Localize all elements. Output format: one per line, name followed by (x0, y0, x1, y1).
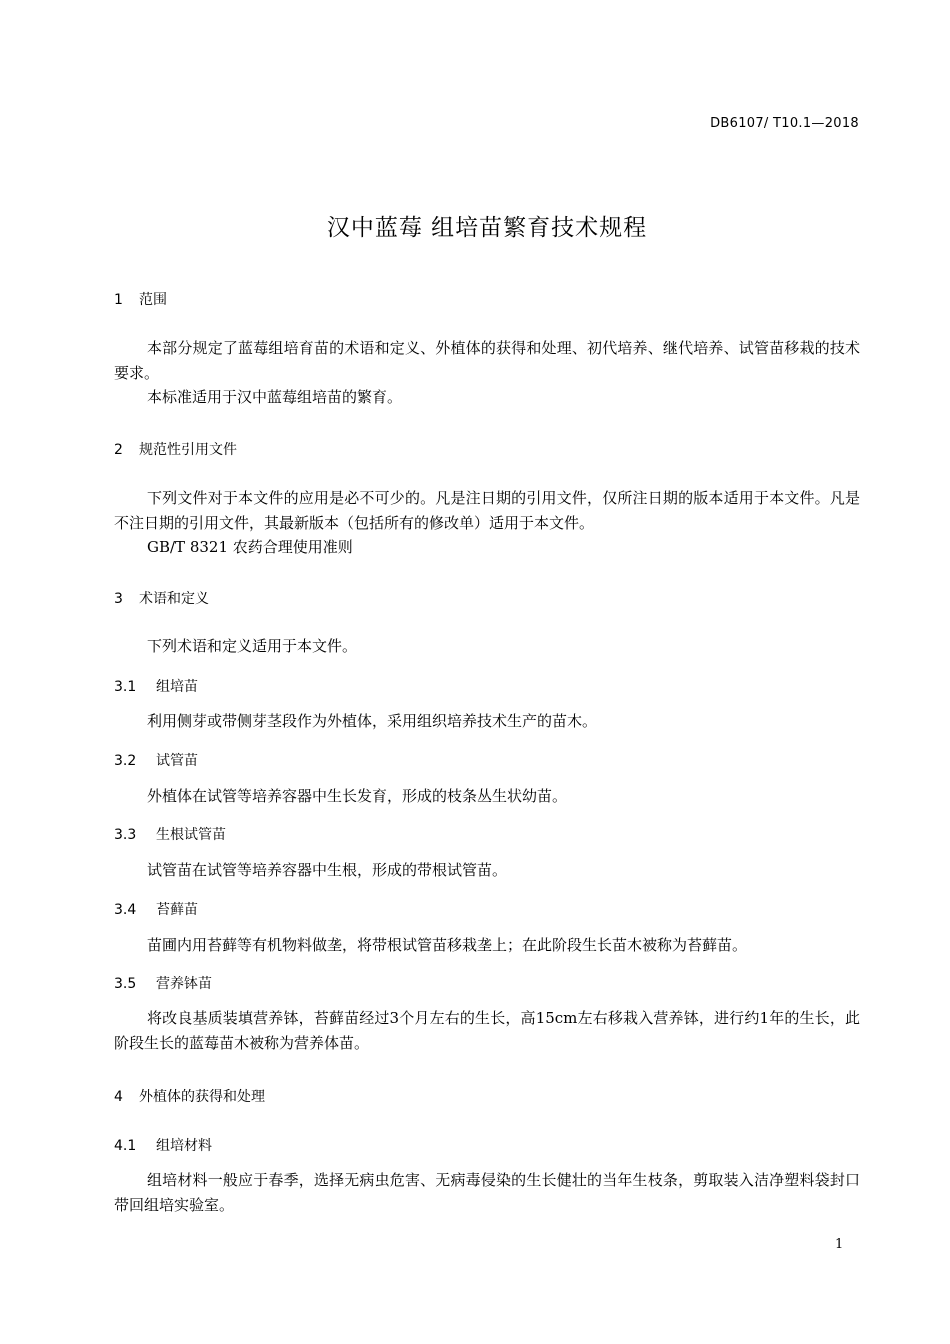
section-3-heading (114, 588, 209, 608)
term-3-2-definition: 外植体在试管等培养容器中生长发育，形成的枝条丛生状幼苗。 (147, 787, 568, 805)
term-3-2-heading (114, 750, 198, 770)
section-number: 4 (114, 1089, 123, 1105)
section-title: 范围 (139, 292, 167, 308)
section-1-paragraph: 本部分规定了蓝莓组培育苗的术语和定义、外植体的获得和处理、初代培养、继代培养、试管苗移栽的技术要求。 (114, 339, 860, 382)
term-number: 3.3 (114, 827, 137, 843)
term-3-4-heading (114, 899, 198, 919)
normative-reference: GB/T 8321 农药合理使用准则 (147, 538, 353, 556)
term-number: 3.4 (114, 902, 137, 918)
term-title: 营养钵苗 (156, 976, 212, 992)
term-title: 试管苗 (156, 753, 198, 769)
term-3-5-definition: 将改良基质装填营养钵，苔藓苗经过3个月左右的生长，高15cm左右移栽入营养钵，进行约1年的生长，此阶段生长的蓝莓苗木被称为营养体苗。 (114, 1009, 860, 1052)
document-title: 汉中蓝莓 组培苗繁育技术规程 (326, 215, 648, 241)
document-number: DB6107/ T10.1—2018 (710, 116, 859, 131)
term-3-1-heading (114, 676, 198, 696)
subsection-4-1-heading (114, 1135, 212, 1155)
subsection-number: 4.1 (114, 1138, 137, 1154)
subsection-title: 组培材料 (156, 1138, 212, 1154)
term-3-1-definition: 利用侧芽或带侧芽茎段作为外植体，采用组织培养技术生产的苗木。 (147, 712, 598, 730)
section-4-heading (114, 1086, 265, 1106)
page-number: 1 (835, 1237, 844, 1252)
section-3-intro: 下列术语和定义适用于本文件。 (147, 637, 358, 655)
section-2-heading (114, 439, 237, 459)
term-3-4-definition: 苗圃内用苔藓等有机物料做垄，将带根试管苗移栽垄上；在此阶段生长苗木被称为苔藓苗。 (147, 936, 748, 954)
term-title: 组培苗 (156, 679, 198, 695)
term-3-3-heading (114, 824, 226, 844)
term-3-5-heading (114, 973, 212, 993)
term-number: 3.2 (114, 753, 137, 769)
term-title: 生根试管苗 (156, 827, 226, 843)
term-title: 苔藓苗 (156, 902, 198, 918)
section-title: 规范性引用文件 (139, 442, 237, 458)
section-2-paragraph: 下列文件对于本文件的应用是必不可少的。凡是注日期的引用文件，仅所注日期的版本适用于本文件。凡是不注日期的引用文件，其最新版本（包括所有的修改单）适用于本文件。 (114, 489, 860, 532)
section-number: 2 (114, 442, 123, 458)
term-number: 3.1 (114, 679, 137, 695)
section-title: 外植体的获得和处理 (139, 1089, 265, 1105)
section-number: 1 (114, 292, 123, 308)
section-1-scope-line: 本标准适用于汉中蓝莓组培苗的繁育。 (147, 388, 403, 406)
section-1-heading (114, 289, 167, 309)
subsection-4-1-paragraph: 组培材料一般应于春季，选择无病虫危害、无病毒侵染的生长健壮的当年生枝条，剪取装入洁净塑料袋封口带回组培实验室。 (114, 1171, 860, 1214)
section-number: 3 (114, 591, 123, 607)
term-number: 3.5 (114, 976, 137, 992)
term-3-3-definition: 试管苗在试管等培养容器中生根，形成的带根试管苗。 (147, 861, 508, 879)
section-title: 术语和定义 (139, 591, 209, 607)
